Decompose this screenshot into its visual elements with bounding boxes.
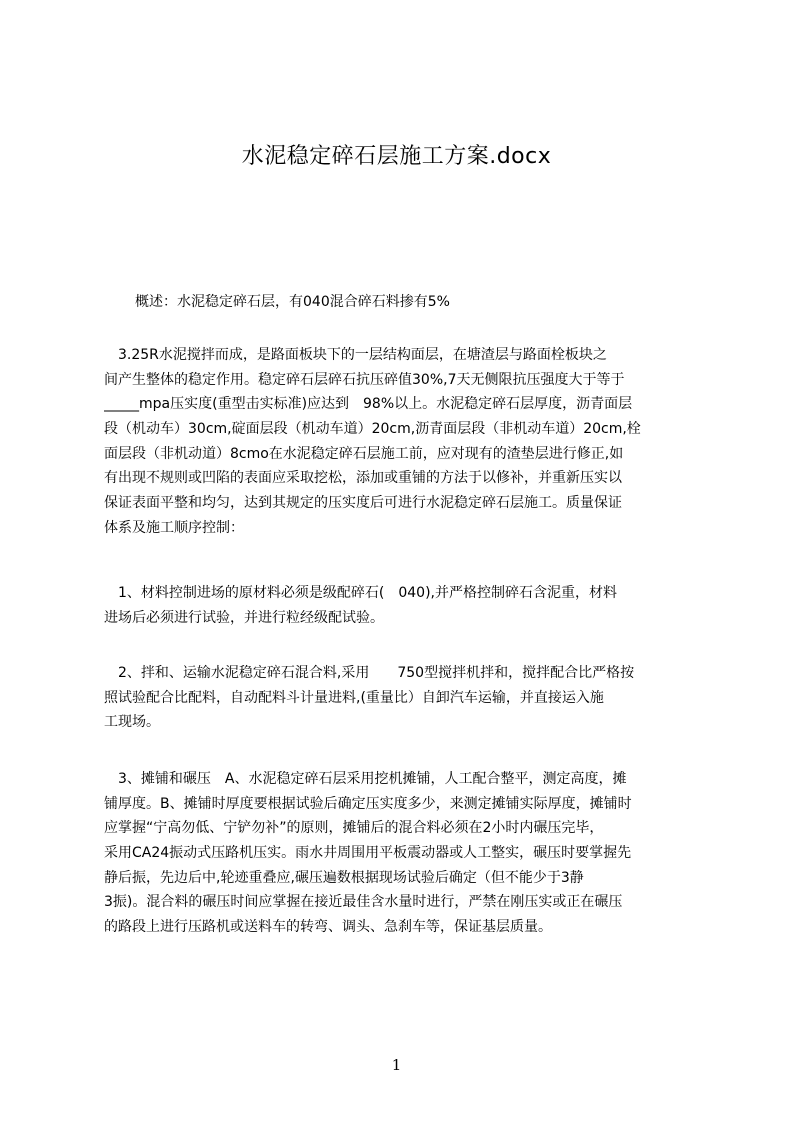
paragraph-line: 1、材料控制进场的原材料必须是级配碎石( 040),并严格控制碎石含泥重，材料 bbox=[104, 585, 618, 601]
page-number: 1 bbox=[391, 1056, 402, 1074]
paragraph-line: 3、摊铺和碾压 A、水泥稳定碎石层采用挖机摊铺，人工配合整平，测定高度，摊 bbox=[104, 771, 627, 787]
paragraph-line: 间产生整体的稳定作用。稳定碎石层碎石抗压碎值30%,7天无侧限抗压强度大于等于 bbox=[104, 371, 625, 388]
paragraph-mixing-transport bbox=[104, 661, 708, 735]
paragraph-line: 应掌握“宁高勿低、宁铲勿补”的原则，摊铺后的混合料必须在2小时内碾压完毕， bbox=[104, 820, 604, 837]
paragraph-line: 静后振，先边后中,轮迹重叠应,碾压遍数根据现场试验后确定（但不能少于3静 bbox=[104, 869, 584, 886]
paragraph-line: 体系及施工顺序控制： bbox=[104, 519, 244, 536]
paragraph-line: _____mpa压实度(重型击实标准)应达到 98%以上。水泥稳定碎石层厚度，沥青面层 bbox=[104, 396, 633, 413]
paragraph-line: 有出现不规则或凹陷的表面应采取挖松，添加或重铺的方法于以修补，并重新压实以 bbox=[104, 470, 622, 487]
paragraph-introduction bbox=[104, 343, 708, 541]
paragraph-line: 保证表面平整和均匀，达到其规定的压实度后可进行水泥稳定碎石层施工。质量保证 bbox=[104, 495, 622, 512]
paragraph-line: 采用CA24振动式压路机压实。雨水井周围用平板震动器或人工整实，碾压时要掌握先 bbox=[104, 845, 632, 862]
paragraph-line: 工现场。 bbox=[104, 714, 160, 731]
paragraph-material-control bbox=[104, 581, 708, 630]
paragraph-line: 照试验配合比配料，自动配料斗计量进料,(重量比）自卸汽车运输，并直接运入施 bbox=[104, 689, 604, 706]
paragraph-line: 的路段上进行压路机或送料车的转弯、调头、急刹车等，保证基层质量。 bbox=[104, 919, 552, 936]
paragraph-line: 段（机动车）30cm,碇面层段（机动车道）20cm,沥青面层段（非机动车道）20cm,栓 bbox=[104, 421, 641, 438]
paragraph-line: 进场后必须进行试验，并进行粒经级配试验。 bbox=[104, 609, 384, 626]
paragraph-line: 铺厚度。B、摊铺时厚度要根据试验后确定压实度多少，来测定摊铺实际厚度，摊铺时 bbox=[104, 795, 632, 812]
summary-text: 概述：水泥稳定碎石层，有040混合碎石料掺有5% bbox=[135, 294, 450, 310]
paragraph-line: 3.25R水泥搅拌而成，是路面板块下的一层结构面层，在塘渣层与路面栓板块之 bbox=[104, 347, 607, 363]
document-title: 水泥稳定碎石层施工方案.docx bbox=[241, 144, 552, 169]
paragraph-line: 3振)。混合料的碾压时间应掌握在接近最佳含水量时进行，严禁在刚压实或正在碾压 bbox=[104, 894, 623, 911]
paragraph-line: 面层段（非机动道）8cmo在水泥稳定碎石层施工前，应对现有的渣垫层进行修正,如 bbox=[104, 445, 624, 462]
paragraph-paving-compaction bbox=[104, 767, 708, 940]
paragraph-line: 2、拌和、运输水泥稳定碎石混合料,采用 750型搅拌机拌和，搅拌配合比严格按 bbox=[104, 665, 635, 681]
